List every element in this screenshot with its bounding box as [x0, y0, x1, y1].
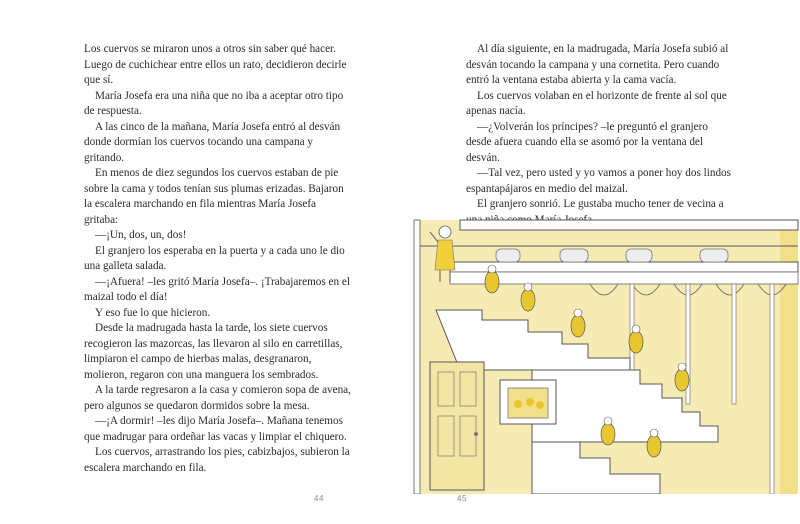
- illustration-drawing: [400, 212, 800, 494]
- paragraph: A las cinco de la mañana, María Josefa entró al desván donde dormían los cuervos tocando una campana y gritando.: [84, 120, 341, 164]
- paragraph: Desde la madrugada hasta la tarde, los siete cuervos recogieron las mazorcas, las llevaron al silo en carretillas, limpiaron el campo de hierbas malas, desgranaron, molieron, regaron con una manguera los sembrados.: [84, 322, 343, 381]
- paragraph: En menos de diez segundos los cuervos estaban de pie sobre la cama y todos tenían sus plumas erizadas. Bajaron la escalera marchando en fila mientras María Josefa gritaba:: [84, 167, 344, 226]
- left-page-text: [84, 42, 352, 476]
- paragraph: Y eso fue lo que hicieron.: [95, 306, 211, 319]
- paragraph: —¡Un, dos, un, dos!: [95, 229, 187, 241]
- paragraph: —¿Volverán los príncipes? –le preguntó el granjero desde afuera cuando ella se asomó por la ventana del desván.: [466, 120, 708, 164]
- paragraph: El granjero sonrió. Le gustaba mucho tener de vecina a: [477, 198, 724, 210]
- page-number-right: 45: [457, 494, 467, 503]
- right-page-text: [466, 42, 734, 228]
- paragraph: A la tarde regresaron a la casa y comieron sopa de avena, pero algunos se quedaron dormidos sobre la mesa.: [84, 384, 351, 412]
- staircase-illustration: [400, 212, 800, 494]
- page-number-left: 44: [314, 494, 324, 503]
- paragraph: Los cuervos se miraron unos a otros sin saber qué hacer. Luego de cuchichear entre ellos un rato, decidieron decirle que sí.: [84, 43, 347, 86]
- paragraph: —Tal vez, pero usted y yo vamos a poner hoy dos lindos espantapájaros en medio del maizal.: [466, 167, 731, 195]
- paragraph: Los cuervos volaban en el horizonte de frente al sol que apenas nacía.: [466, 89, 727, 117]
- paragraph: María Josefa era una niña que no iba a aceptar otro tipo de respuesta.: [84, 89, 344, 117]
- paragraph: El granjero los esperaba en la puerta y a cada uno le dio una galleta salada.: [84, 244, 345, 272]
- paragraph: —¡A dormir! –les dijo María Josefa–. Mañana tenemos que madrugar para ordeñar las vacas y limpiar el chiquero.: [84, 415, 347, 443]
- paragraph: Los cuervos, arrastrando los pies, cabizbajos, subieron la escalera marchando en fila.: [84, 446, 350, 474]
- paragraph: —¡Afuera! –les gritó María Josefa–. ¡Trabajaremos en el maizal todo el día!: [84, 275, 350, 303]
- paragraph: Al día siguiente, en la madrugada, María Josefa subió al desván tocando la campana y una cornetita. Pero cuando entró la ventana estaba abierta y la cama vacía.: [466, 43, 729, 86]
